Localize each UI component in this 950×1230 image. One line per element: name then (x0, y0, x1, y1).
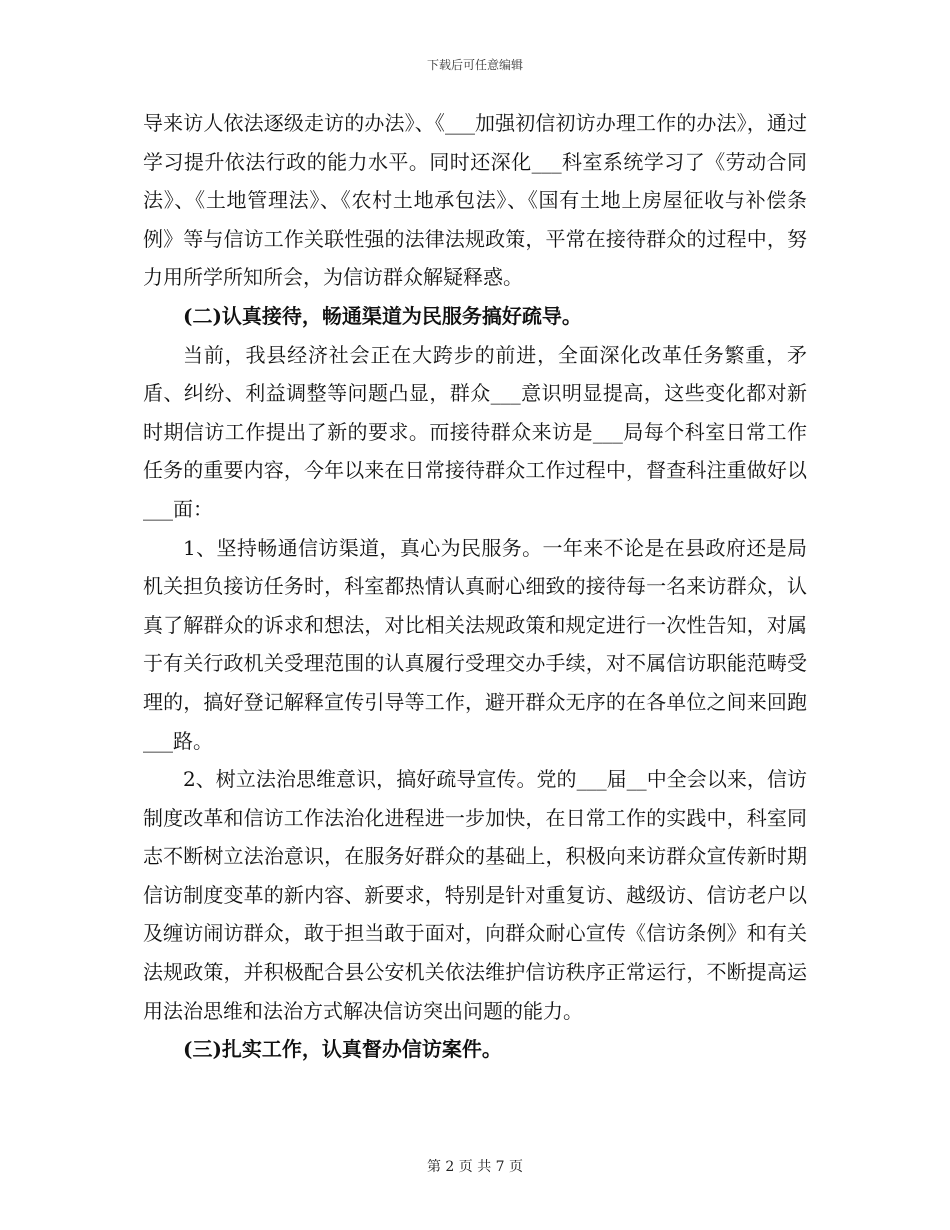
paragraph-item-2: 2、树立法治思维意识，搞好疏导宣传。党的___届__中全会以来，信访制度改革和信访工作法治化进程进一步加快，在日常工作的实践中，科室同志不断树立法治意识，在服务好群众的基础上，积极向来访群众宣传新时期信访制度变革的新内容、新要求，特别是针对重复访、越级访、信访老户以及缠访闹访群众，敢于担当敢于面对，向群众耐心宣传《信访条例》和有关法规政策，并积极配合县公安机关依法维护信访秩序正常运行，不断提高运用法治思维和法治方式解决信访突出问题的能力。 (143, 767, 807, 1023)
page-header: 下载后可任意编辑 (426, 58, 523, 72)
paragraph-continued: 导来访人依法逐级走访的办法》、《___加强初信初访办理工作的办法》，通过学习提升依法行政的能力水平。同时还深化___科室系统学习了《劳动合同法》、《土地管理法》、《农村土地承包法》、《国有土地上房屋征收与补偿条例》等与信访工作关联性强的法律法规政策，平常在接待群众的过程中，努力用所学所知所会，为信访群众解疑释惑。 (143, 111, 807, 290)
document-body (143, 104, 807, 1069)
section-heading-3: (三)扎实工作，认真督办信访案件。 (183, 1037, 502, 1062)
section-heading-2: (二)认真接待，畅通渠道为民服务搞好疏导。 (183, 303, 582, 328)
paragraph-current-situation: 当前，我县经济社会正在大跨步的前进，全面深化改革任务繁重，矛盾、纠纷、利益调整等问题凸显，群众___意识明显提高，这些变化都对新时期信访工作提出了新的要求。而接待群众来访是___局每个科室日常工作任务的重要内容，今年以来在日常接待群众工作过程中，督查科注重做好以___面： (143, 342, 807, 521)
paragraph-item-1: 1、坚持畅通信访渠道，真心为民服务。一年来不论是在县政府还是局机关担负接访任务时，科室都热情认真耐心细致的接待每一名来访群众，认真了解群众的诉求和想法，对比相关法规政策和规定进行一次性告知，对属于有关行政机关受理范围的认真履行受理交办手续，对不属信访职能范畴受理的，搞好登记解释宣传引导等工作，避开群众无序的在各单位之间来回跑___路。 (143, 535, 807, 753)
page-footer: 第 2 页 共 7 页 (426, 1159, 524, 1175)
